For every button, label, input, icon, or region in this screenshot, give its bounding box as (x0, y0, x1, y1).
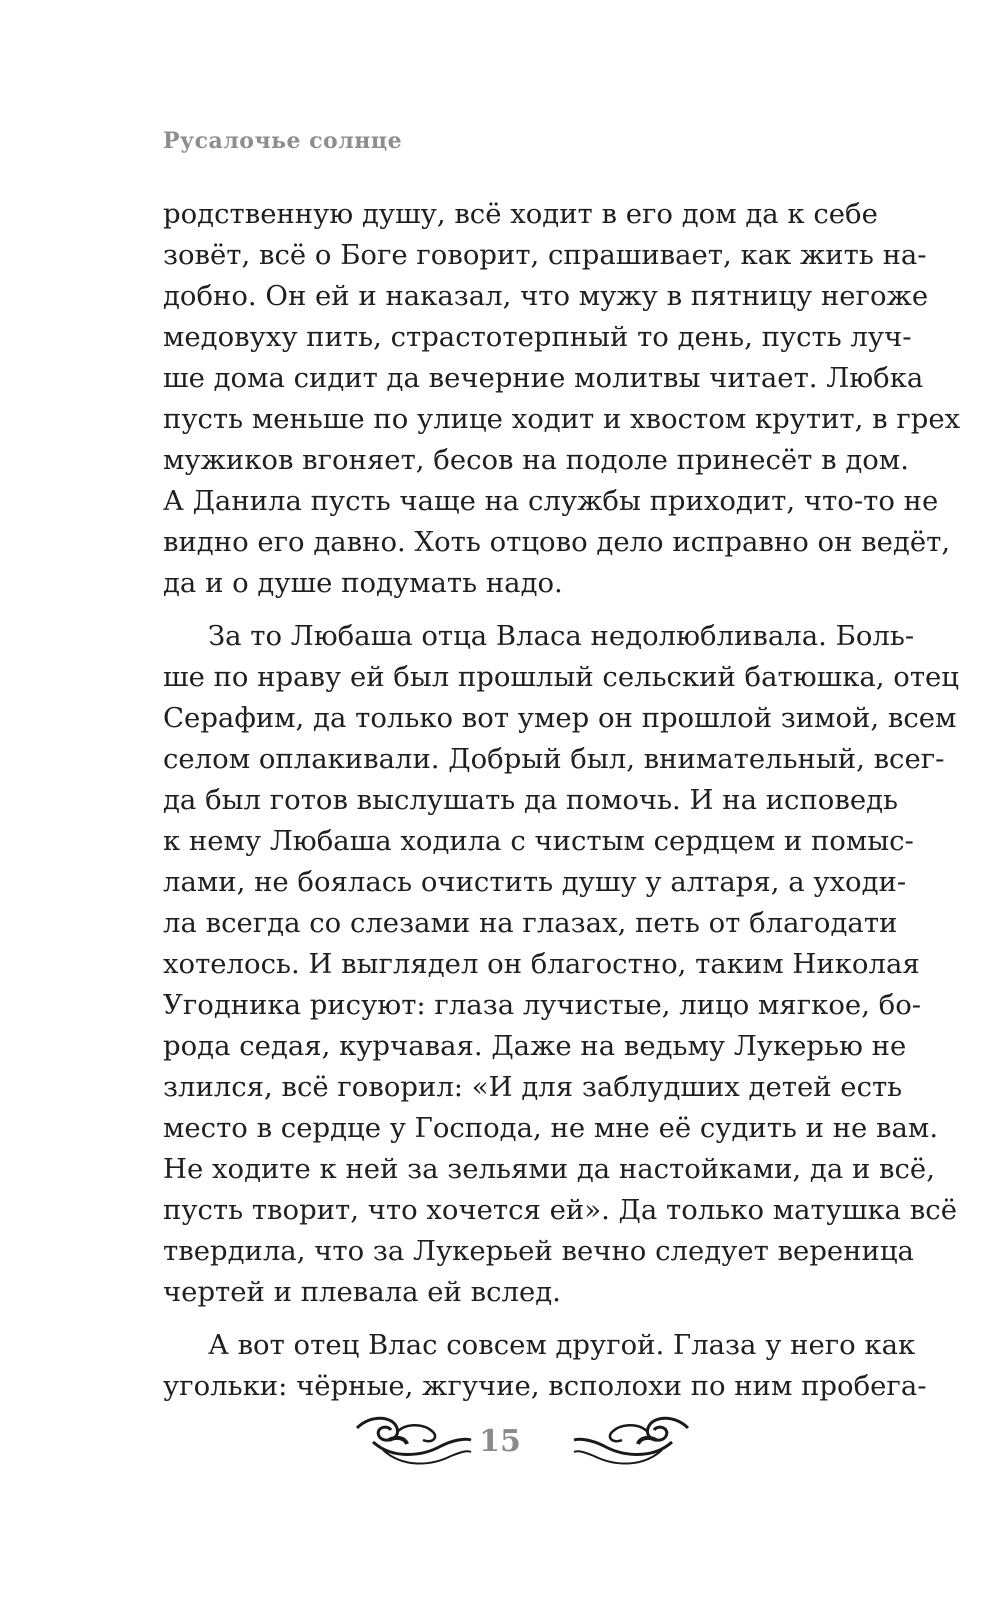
flourish-ornament-icon (572, 1410, 692, 1470)
text-line: медовуху пить, страстотерпный то день, пусть луч- (163, 321, 912, 353)
text-line: ла всегда со слезами на глазах, петь от благодати (163, 907, 898, 939)
running-head: Русалочье солнце (163, 128, 403, 154)
flourish-ornament-icon (353, 1410, 473, 1470)
text-line: место в сердце у Господа, не мне её судить и не вам. (163, 1112, 939, 1144)
text-line: ше дома сидит да вечерние молитвы читает. Любка (163, 362, 924, 394)
text-line: к нему Любаша ходила с чистым сердцем и помыс- (163, 825, 914, 857)
paragraph (163, 1325, 927, 1407)
text-line: А вот отец Влас совсем другой. Глаза у него как (208, 1329, 916, 1361)
text-line: да и о душе подумать надо. (163, 567, 563, 599)
text-line: рода седая, курчавая. Даже на ведьму Лукерью не (163, 1030, 907, 1062)
text-line: злился, всё говорил: «И для заблудших детей есть (163, 1071, 903, 1103)
text-line: да был готов выслушать да помочь. И на исповедь (163, 784, 898, 816)
text-line: хотелось. И выглядел он благостно, таким Николая (163, 948, 920, 980)
paragraph-gap (163, 604, 843, 616)
text-line: За то Любаша отца Власа недолюбливала. Боль- (208, 620, 915, 652)
text-line: ше по нраву ей был прошлый сельский батюшка, отец (163, 661, 959, 693)
paragraph (163, 616, 959, 1313)
paragraph (163, 194, 961, 604)
text-line: добно. Он ей и наказал, что мужу в пятницу негоже (163, 280, 929, 312)
paragraph-gap (163, 1313, 843, 1325)
text-line: Угодника рисуют: глаза лучистые, лицо мягкое, бо- (163, 989, 922, 1021)
text-line: мужиков вгоняет, бесов на подоле принесёт в дом. (163, 444, 909, 476)
page-number: 15 (479, 1424, 521, 1459)
text-line: чертей и плевала ей вслед. (163, 1276, 561, 1308)
text-line: А Данила пусть чаще на службы приходит, что-то не (163, 485, 939, 517)
text-line: родственную душу, всё ходит в его дом да к себе (163, 198, 878, 230)
text-line: зовёт, всё о Боге говорит, спрашивает, как жить на- (163, 239, 927, 271)
text-line: Не ходите к ней за зельями да настойками, да и всё, (163, 1153, 935, 1185)
text-line: лами, не боялась очистить душу у алтаря, а уходи- (163, 866, 907, 898)
body-text (163, 194, 961, 1407)
text-line: угольки: чёрные, жгучие, всполохи по ним пробега- (163, 1370, 927, 1402)
text-line: твердила, что за Лукерьей вечно следует вереница (163, 1235, 914, 1267)
text-line: пусть творит, что хочется ей». Да только матушка всё (163, 1194, 957, 1226)
text-line: пусть меньше по улице ходит и хвостом крутит, в грех (163, 403, 961, 435)
page-footer (0, 1410, 1000, 1482)
text-line: селом оплакивали. Добрый был, внимательный, всег- (163, 743, 945, 775)
text-line: видно его давно. Хоть отцово дело исправно он ведёт, (163, 526, 951, 558)
text-line: Серафим, да только вот умер он прошлой зимой, всем (163, 702, 957, 734)
